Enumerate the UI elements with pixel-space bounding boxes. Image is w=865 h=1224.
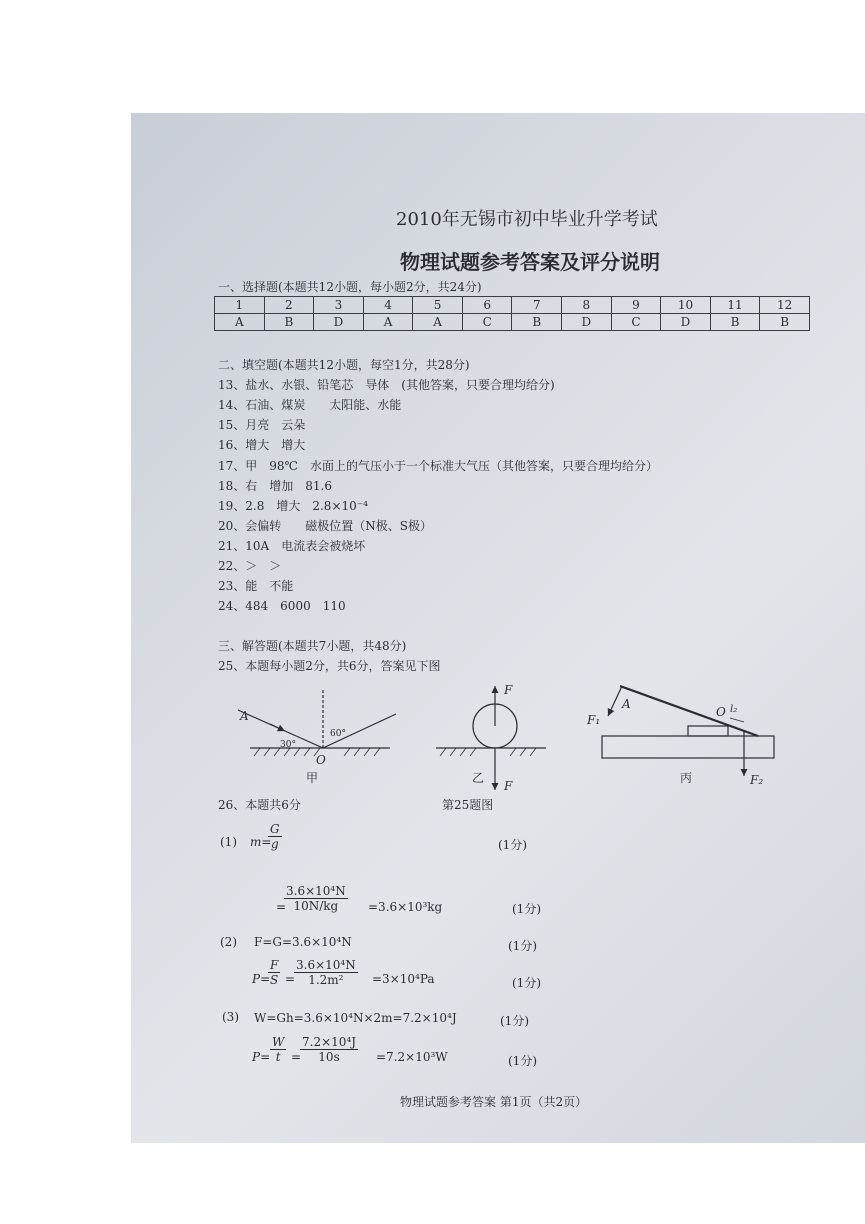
reflection-diagram [238,690,396,756]
question-number: 12 [760,297,810,314]
label-bing: 丙 [680,771,693,785]
score: (1分) [500,1014,529,1028]
answer-line: 23、能 不能 [218,579,294,593]
label-f-down: F [504,779,513,793]
mass-calc-fraction [284,884,348,913]
pressure-calc-fraction [294,958,358,987]
answer-cell: A [363,314,413,331]
answer-line: 18、右 增加 81.6 [218,479,332,493]
label-o-lever: O [716,705,726,719]
label-f1: F₁ [587,713,601,727]
angle-60: 60° [330,729,346,739]
score: (1分) [512,902,541,916]
answer-line: 21、10A 电流表会被烧坏 [218,539,366,553]
fraction-denominator: t [275,1050,281,1064]
label-yi: 乙 [472,771,485,785]
answer-cell: D [661,314,711,331]
q26-heading: 26、本题共6分 [218,798,301,812]
answer-cell: B [760,314,810,331]
fraction-numerator: 3.6×10⁴N [296,958,356,972]
pressure-fraction [268,958,280,987]
question-number: 3 [314,297,364,314]
force-f1-arrow [608,686,622,716]
label-jia: 甲 [306,771,319,785]
angle-30: 30° [280,740,296,750]
label-l2: l₂ [730,704,738,715]
exam-title: 2010年无锡市初中毕业升学考试 [396,209,658,230]
label-a-lever: A [622,697,631,711]
equals-sign: = [285,972,296,986]
answer-line: 20、会偏转 磁极位置（N极、S极） [218,519,432,533]
part-1-label: (1) [220,835,237,849]
answer-line: 13、盐水、水银、铅笔芯 导体 (其他答案，只要合理均给分) [218,378,555,392]
answer-line: 14、石油、煤炭 太阳能、水能 [218,398,402,412]
answer-line: 24、484 6000 110 [218,599,346,613]
question-number: 11 [710,297,760,314]
question-number: 10 [661,297,711,314]
figure-caption: 第25题图 [442,798,494,812]
power-calc-fraction [300,1035,358,1064]
score: (1分) [508,939,537,953]
answer-row [215,314,810,331]
score: (1分) [512,976,541,990]
mass-lhs: m= [250,835,272,849]
fraction-numerator: W [272,1035,285,1049]
fraction-denominator: 10s [318,1050,340,1064]
section1-heading: 一、选择题(本题共12小题，每小题2分，共24分) [218,280,482,294]
question-number: 9 [611,297,661,314]
answer-line: 22、＞ ＞ [218,559,282,573]
label-o: O [316,753,326,767]
question-number: 8 [562,297,612,314]
answer-line: 16、增大 增大 [218,438,306,452]
fraction-numerator: 3.6×10⁴N [286,884,346,898]
score: (1分) [498,838,527,852]
question-number: 2 [264,297,314,314]
answer-cell: D [314,314,364,331]
q25-figure [210,672,810,802]
question-number-row [215,297,810,314]
label-f-up: F [504,683,513,697]
part-3-label: (3) [222,1010,239,1024]
fraction-denominator: S [270,973,279,987]
equals-sign: = [276,900,287,914]
score: (1分) [508,1054,537,1068]
fraction-numerator: G [270,822,280,836]
lever-rod [620,686,758,736]
section2-heading: 二、填空题(本题共12小题，每空1分，共28分) [218,358,470,372]
answer-cell: C [611,314,661,331]
fraction-numerator: F [270,958,279,972]
equals-sign: = [291,1050,302,1064]
pressure-lhs: P= [252,972,271,986]
answer-cell: C [462,314,512,331]
fraction-numerator: 7.2×10⁴J [302,1035,357,1049]
answer-line: 17、甲 98℃ 水面上的气压小于一个标准大气压（其他答案，只要合理均给分） [218,459,658,473]
answer-cell: B [710,314,760,331]
q25-note: 25、本题每小题2分，共6分，答案见下图 [218,659,441,673]
question-number: 6 [462,297,512,314]
small-block [688,726,728,736]
question-number: 5 [413,297,463,314]
mass-result: =3.6×10³kg [368,900,443,914]
answer-cell: B [512,314,562,331]
power-result: =7.2×10³W [376,1050,448,1064]
power-lhs: P= [252,1050,271,1064]
mass-fraction [268,822,282,851]
question-number: 4 [363,297,413,314]
question-number: 7 [512,297,562,314]
question-number: 1 [215,297,265,314]
section3-heading: 三、解答题(本题共7小题，共48分) [218,639,407,653]
answer-cell: B [264,314,314,331]
force-equation: F=G=3.6×10⁴N [254,935,352,949]
fraction-denominator: 1.2m² [308,973,344,987]
part-2-label: (2) [220,935,237,949]
choice-answer-table [214,296,810,331]
fraction-denominator: 10N/kg [293,899,339,913]
answer-line: 15、月亮 云朵 [218,418,306,432]
power-fraction [270,1035,286,1064]
fraction-denominator: g [270,837,279,851]
answer-line: 19、2.8 增大 2.8×10⁻⁴ [218,499,368,513]
incident-arrow [270,724,285,731]
table-block [602,736,774,758]
label-a: A [240,709,249,723]
answer-cell: A [215,314,265,331]
answer-cell: A [413,314,463,331]
label-f2: F₂ [750,773,764,787]
answer-cell: D [562,314,612,331]
ball-diagram [436,686,546,790]
work-equation: W=Gh=3.6×10⁴N×2m=7.2×10⁴J [254,1011,457,1025]
page-title: 物理试题参考答案及评分说明 [400,250,660,274]
pressure-result: =3×10⁴Pa [372,972,435,986]
page-footer: 物理试题参考答案 第1页（共2页） [400,1095,588,1109]
arm-l2 [730,718,744,722]
